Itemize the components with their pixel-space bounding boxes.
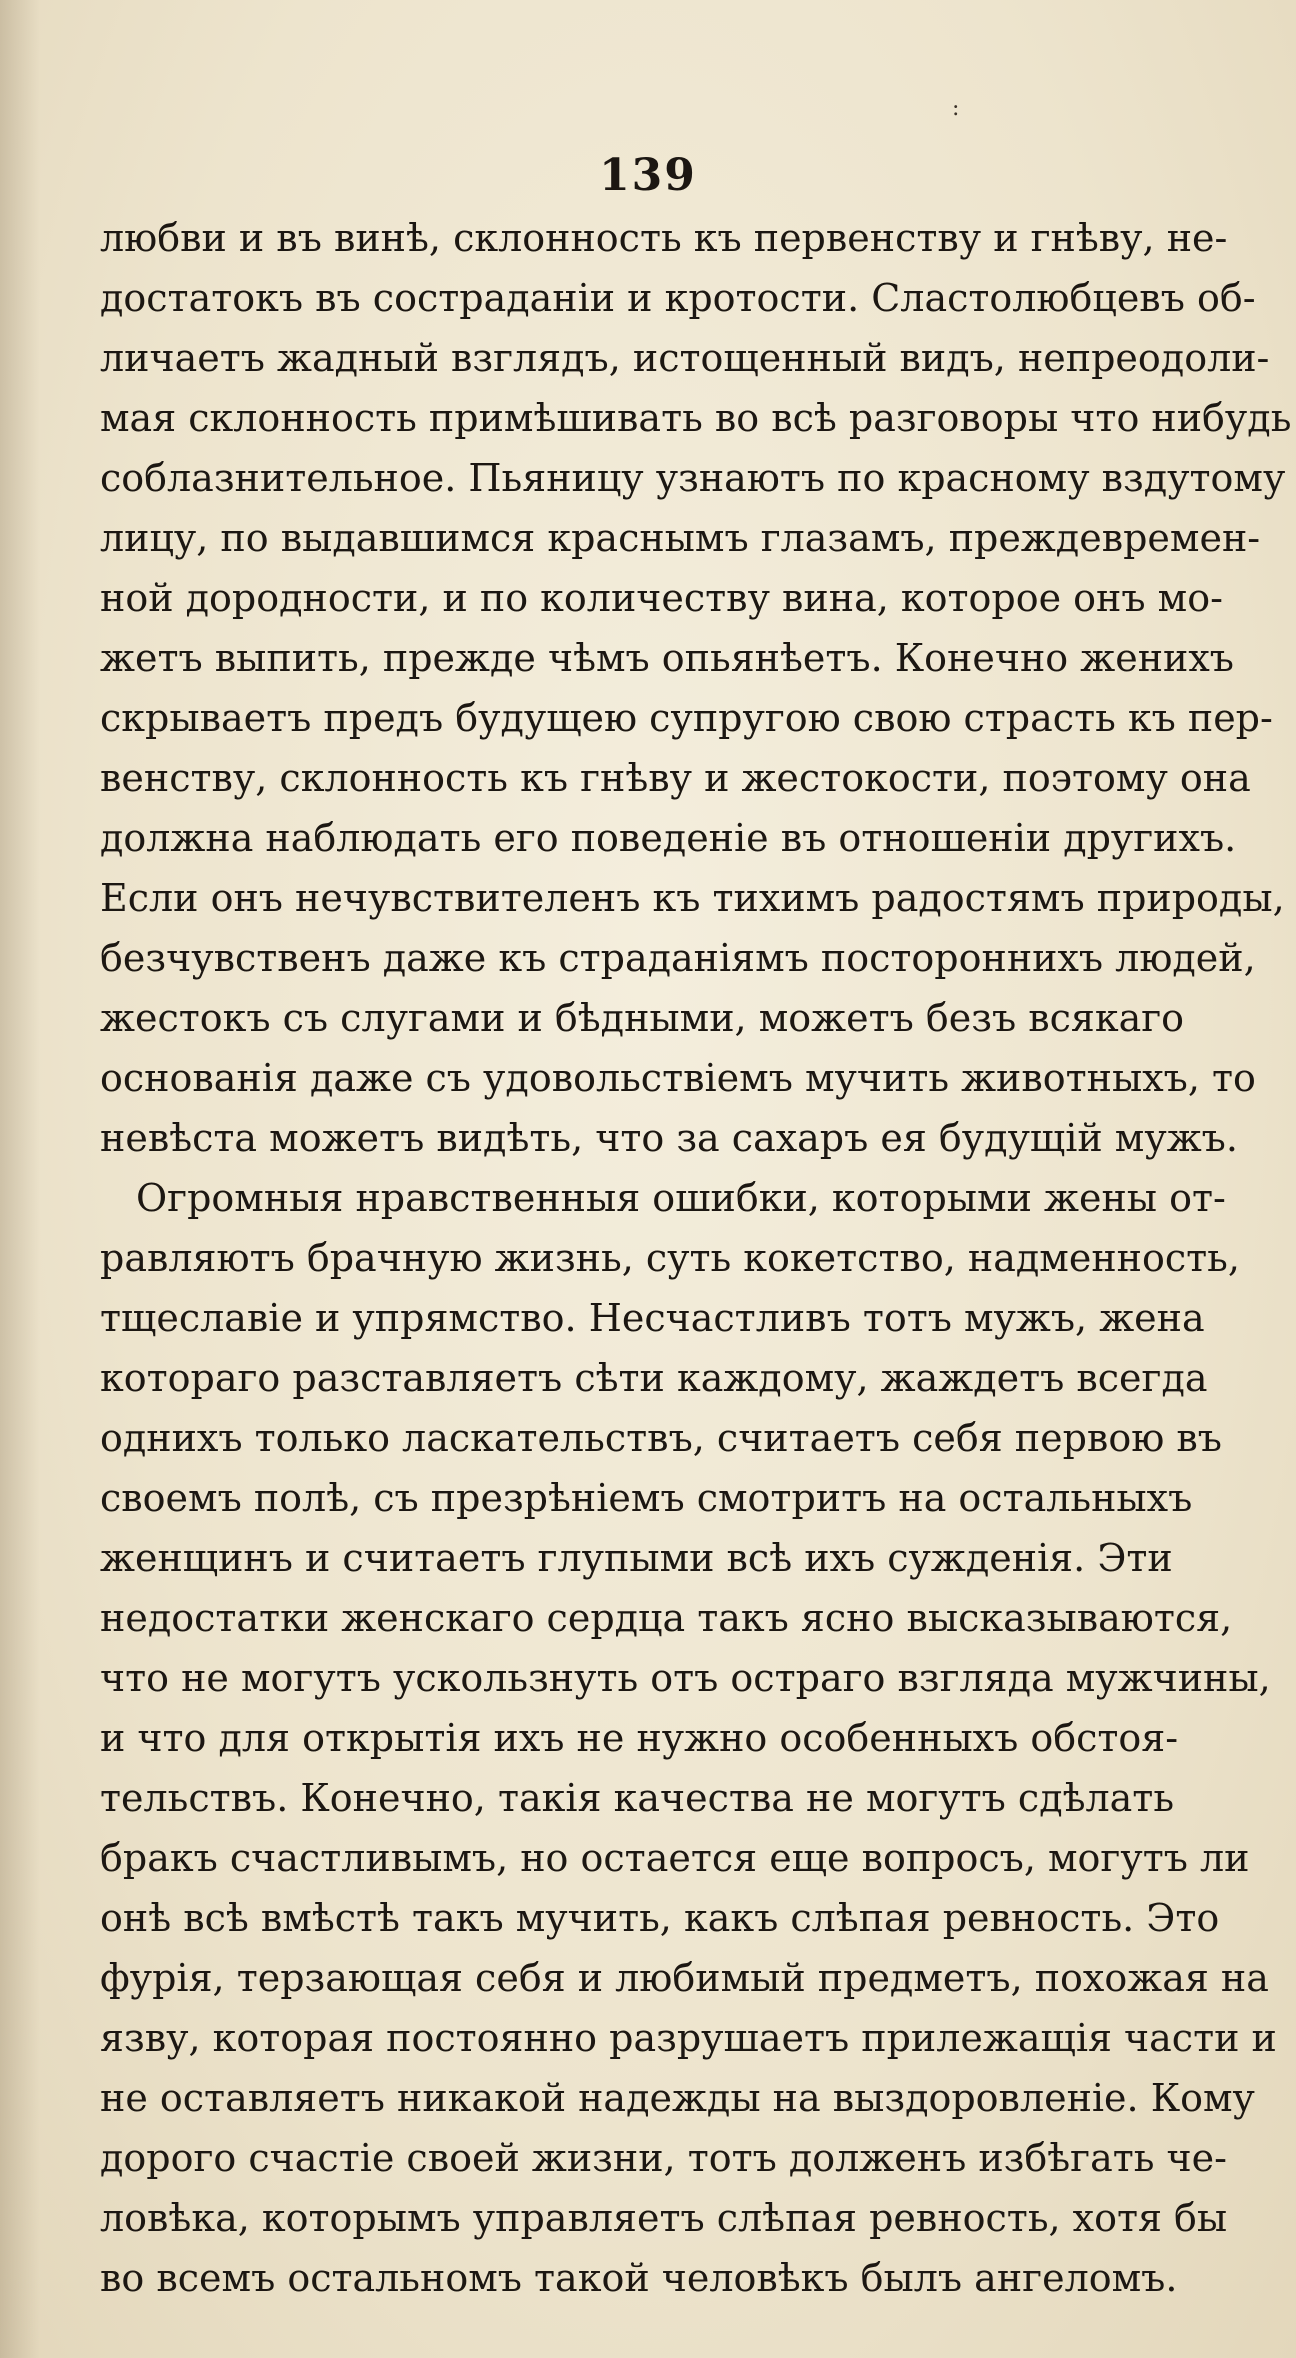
text-line: Огромныя нравственныя ошибки, которыми жены от- [136,1176,1226,1220]
text-line: невѣста можетъ видѣть, что за сахаръ ея будущій мужъ. [100,1116,1238,1160]
text-line: Если онъ нечувствителенъ къ тихимъ радостямъ природы, [100,876,1285,920]
text-line: любви и въ винѣ, склонность къ первенству и гнѣву, не- [100,216,1228,260]
text-line: основанія даже съ удовольствіемъ мучить животныхъ, то [100,1056,1256,1100]
text-line: онѣ всѣ вмѣстѣ такъ мучить, какъ слѣпая ревность. Это [100,1896,1220,1940]
text-line: мая склонность примѣшивать во всѣ разговоры что нибудь [100,396,1292,440]
text-line: скрываетъ предъ будущею супругою свою страсть къ пер- [100,696,1273,740]
text-line: однихъ только ласкательствъ, считаетъ себя первою въ [100,1416,1222,1460]
text-line: недостатки женскаго сердца такъ ясно высказываются, [100,1596,1233,1640]
body-text [100,208,1292,2308]
text-line: дорого счастіе своей жизни, тотъ долженъ избѣгать че- [100,2136,1227,2180]
text-line: соблазнительное. Пьяницу узнаютъ по красному вздутому [100,456,1286,500]
text-line: венству, склонность къ гнѣву и жестокости, поэтому она [100,756,1251,800]
text-line: жетъ выпить, прежде чѣмъ опьянѣетъ. Конечно женихъ [100,636,1234,680]
text-line: достатокъ въ состраданіи и кротости. Сластолюбцевъ об- [100,276,1256,320]
text-line: женщинъ и считаетъ глупыми всѣ ихъ сужденія. Эти [100,1536,1173,1580]
text-line: равляютъ брачную жизнь, суть кокетство, надменность, [100,1236,1240,1280]
text-line: фурія, терзающая себя и любимый предметъ, похожая на [100,1956,1269,2000]
text-line: что не могутъ ускользнуть отъ остраго взгляда мужчины, [100,1656,1271,1700]
text-line: личаетъ жадный взглядъ, истощенный видъ, непреодоли- [100,336,1270,380]
text-line: котораго разставляетъ сѣти каждому, жаждетъ всегда [100,1356,1208,1400]
text-line: своемъ полѣ, съ презрѣніемъ смотритъ на остальныхъ [100,1476,1193,1520]
text-line: должна наблюдать его поведеніе въ отношеніи другихъ. [100,816,1237,860]
text-line: во всемъ остальномъ такой человѣкъ былъ ангеломъ. [100,2256,1178,2300]
text-line: не оставляетъ никакой надежды на выздоровленіе. Кому [100,2076,1255,2120]
text-line: жестокъ съ слугами и бѣдными, можетъ безъ всякаго [100,996,1185,1040]
text-line: тщеславіе и упрямство. Несчастливъ тотъ мужъ, жена [100,1296,1205,1340]
text-line: язву, которая постоянно разрушаетъ прилежащія части и [100,2016,1277,2060]
text-line: лицу, по выдавшимся краснымъ глазамъ, преждевремен- [100,516,1261,560]
text-line: безчувственъ даже къ страданіямъ постороннихъ людей, [100,936,1256,980]
text-line: и что для открытія ихъ не нужно особенныхъ обстоя- [100,1716,1179,1760]
text-line: ловѣка, которымъ управляетъ слѣпая ревность, хотя бы [100,2196,1228,2240]
text-line: бракъ счастливымъ, но остается еще вопросъ, могутъ ли [100,1836,1250,1880]
text-line: ной дородности, и по количеству вина, которое онъ мо- [100,576,1223,620]
spine-shadow [0,0,40,2358]
page-number: 139 [599,150,697,201]
text-line: тельствъ. Конечно, такія качества не могутъ сдѣлать [100,1776,1175,1820]
page-mark: : [952,96,960,121]
